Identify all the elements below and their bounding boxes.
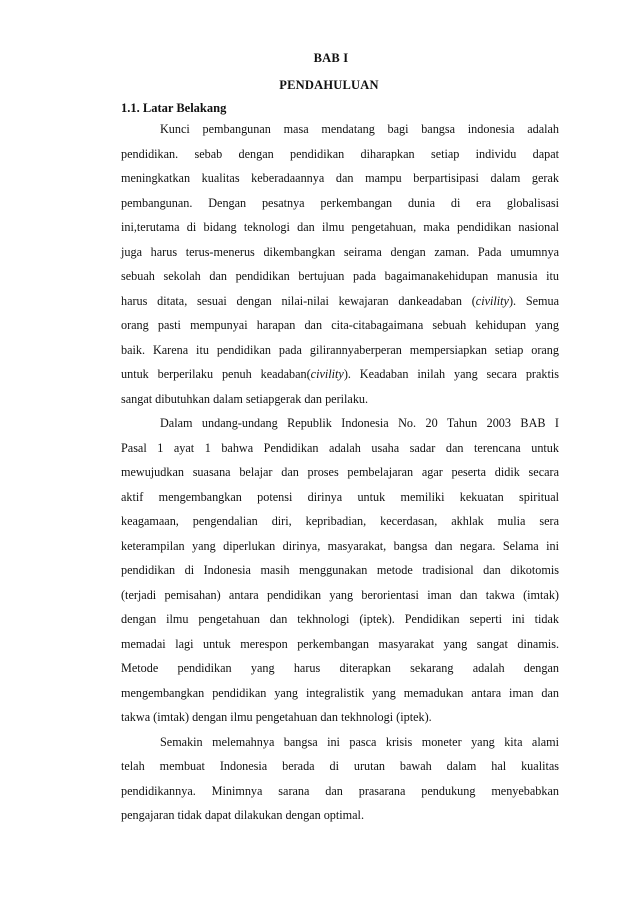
text-line: baik. Karena itu pendidikan pada gilirannyaberperan mempersiapkan setiap orang	[121, 342, 559, 357]
text-line: (terjadi pemisahan) antara pendidikan yang berorientasi iman dan takwa (imtak)	[121, 587, 559, 602]
text-line: harus ditata, sesuai dengan nilai-nilai kewajaran dankeadaban (civility). Semua	[121, 293, 559, 308]
text-line: mewujudkan suasana belajar dan proses pembelajaran agar peserta didik secara	[121, 465, 559, 479]
text-line: Pasal 1 ayat 1 bahwa Pendidikan adalah usaha sadar dan terencana untuk	[121, 440, 559, 455]
section-heading: 1.1. Latar Belakang	[121, 101, 227, 115]
paragraph	[121, 411, 559, 730]
body-text	[121, 117, 559, 828]
text-line: keterampilan yang diperlukan dirinya, masyarakat, bangsa dan negara. Selama ini	[121, 538, 559, 553]
text-line: juga harus terus-menerus dikembangkan seirama dengan zaman. Pada umumnya	[121, 244, 559, 259]
text-line: dengan ilmu pengetahuan dan tekhnologi (iptek). Pendidikan seperti ini tidak	[121, 612, 559, 626]
text-line: meningkatkan kualitas keberadaannya dan mampu berpartisipasi dalam gerak	[121, 171, 559, 185]
text-line: untuk berperilaku penuh keadaban(civility). Keadaban inilah yang secara praktis	[121, 367, 559, 381]
text-line: keagamaan, pengendalian diri, kepribadian, kecerdasan, akhlak mulia sera	[121, 514, 559, 528]
text-line: Dalam undang-undang Republik Indonesia No. 20 Tahun 2003 BAB I	[160, 416, 559, 430]
chapter-title: PENDAHULUAN	[279, 78, 379, 92]
chapter-label: BAB I	[313, 51, 349, 65]
text-line: orang pasti mempunyai harapan dan cita-citabagaimana sebuah kehidupan yang	[121, 318, 559, 332]
text-line: pengajaran tidak dapat dilakukan dengan optimal.	[121, 808, 364, 822]
text-line: Metode pendidikan yang harus diterapkan sekarang adalah dengan	[121, 661, 559, 675]
text-line: pembangunan. Dengan pesatnya perkembangan dunia di era globalisasi	[121, 195, 559, 210]
text-line: Kunci pembangunan masa mendatang bagi bangsa indonesia adalah	[160, 122, 559, 136]
text-line: sangat dibutuhkan dalam setiapgerak dan perilaku.	[121, 391, 369, 406]
text-line: pendidikannya. Minimnya sarana dan prasarana pendukung menyebabkan	[121, 783, 559, 798]
italic-term: civility	[475, 293, 509, 308]
text-line: takwa (imtak) dengan ilmu pengetahuan dan tekhnologi (iptek).	[121, 710, 432, 724]
paragraph	[121, 730, 559, 828]
italic-term: civility	[310, 367, 344, 381]
text-line: aktif mengembangkan potensi dirinya untuk memiliki kekuatan spiritual	[121, 489, 559, 504]
text-line: pendidikan. sebab dengan pendidikan diharapkan setiap individu dapat	[121, 146, 559, 161]
text-line: Semakin melemahnya bangsa ini pasca krisis moneter yang kita alami	[160, 734, 559, 749]
text-line: pendidikan di Indonesia masih menggunakan metode tradisional dan dikotomis	[121, 563, 559, 577]
text-line: ini,terutama di bidang teknologi dan ilmu pengetahuan, maka pendidikan nasional	[121, 220, 559, 234]
paragraph	[121, 117, 559, 411]
text-line: telah membuat Indonesia berada di urutan bawah dalam hal kualitas	[121, 759, 559, 773]
text-line: memadai lagi untuk merespon perkembangan masyarakat yang sangat dinamis.	[121, 636, 559, 651]
text-line: mengembangkan pendidikan yang integralistik yang memadukan antara iman dan	[121, 685, 559, 700]
text-line: sebuah sekolah dan pendidikan bertujuan pada bagaimanakehidupan manusia itu	[121, 269, 559, 283]
